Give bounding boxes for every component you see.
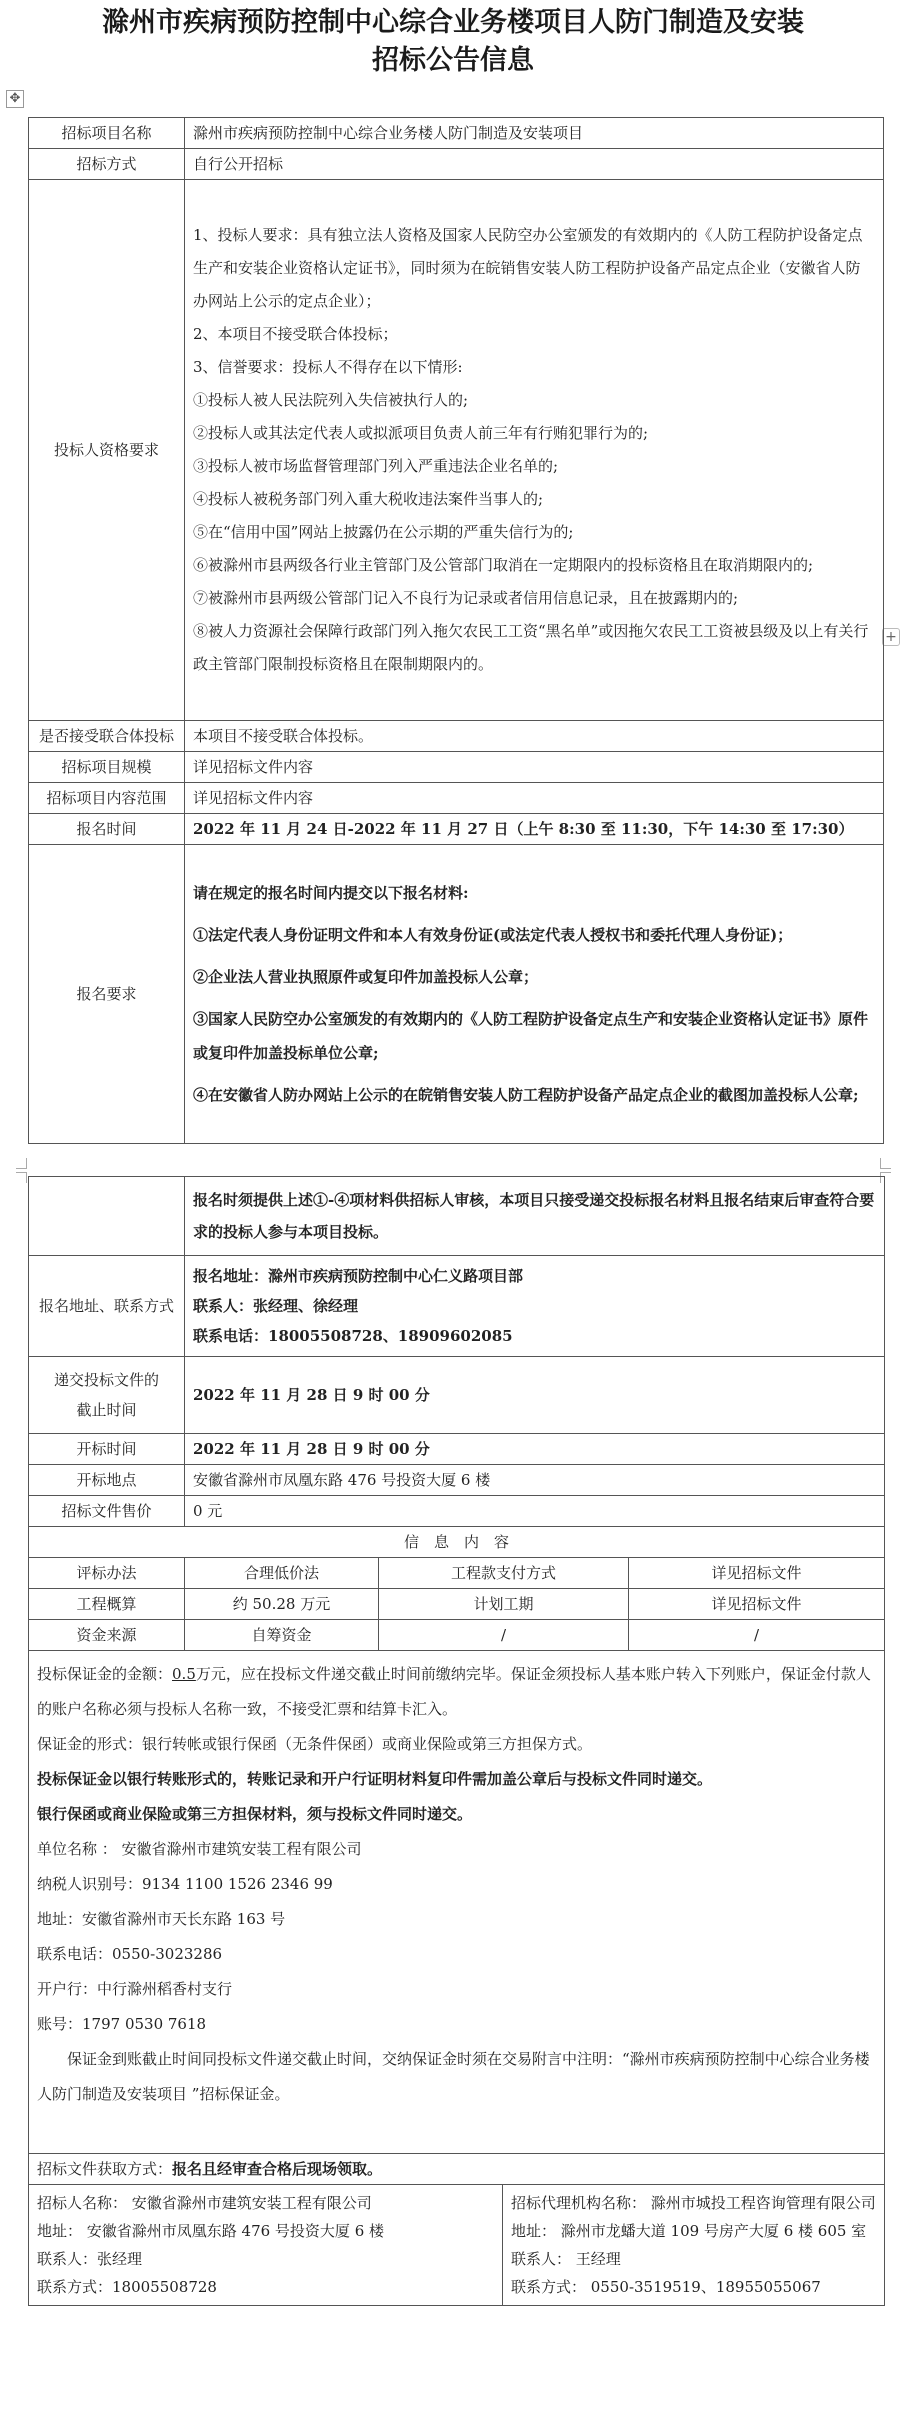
deposit-amount-suffix: 万元，应在投标文件递交截止时间前缴纳完毕。保证金须投标人基本账户转入下列账户，保证金付款人的账户名称必须与投标人名称一致，不接受汇票和结算卡汇入。 — [37, 1665, 871, 1718]
qualification-value — [185, 180, 884, 721]
obtain-method-label: 招标文件获取方式： — [37, 2160, 173, 2178]
table-row — [29, 1527, 885, 1558]
page-corner-mark — [880, 1158, 891, 1169]
consortium-label: 是否接受联合体投标 — [29, 721, 185, 752]
qualification-line: 3、信誉要求：投标人不得存在以下情形: — [193, 358, 463, 376]
registration-requirements-value — [185, 845, 884, 1144]
fund-source-value: 自筹资金 — [185, 1620, 379, 1651]
unit-name-line: 单位名称 ： 安徽省滁州市建筑安装工程有限公司 — [37, 1840, 362, 1858]
method-value: 自行公开招标 — [185, 149, 884, 180]
table-row — [29, 1177, 885, 1256]
title-line-2: 招标公告信息 — [372, 45, 534, 76]
registration-address-label: 报名地址、联系方式 — [29, 1256, 185, 1357]
scale-label: 招标项目规模 — [29, 752, 185, 783]
slash-cell: / — [629, 1620, 885, 1651]
agent-info — [503, 2185, 885, 2306]
tenderer-phone: 联系方式：18005508728 — [37, 2278, 217, 2296]
qualification-line: ⑤在“信用中国”网站上披露仍在公示期的严重失信行为的; — [193, 523, 574, 541]
qualification-line: ②投标人或其法定代表人或拟派项目负责人前三年有行贿犯罪行为的; — [193, 424, 649, 442]
table-row — [29, 149, 884, 180]
bank-line: 开户行：中行滁州稻香村支行 — [37, 1980, 233, 1998]
agent-contact: 联系人： 王经理 — [511, 2250, 621, 2268]
table-row — [29, 1496, 885, 1527]
deadline-label-line: 截止时间 — [76, 1401, 137, 1419]
table-row — [29, 180, 884, 721]
table-row — [29, 1434, 885, 1465]
qualification-line: ⑦被滁州市县两级公管部门记入不良行为记录或者信用信息记录，且在披露期内的; — [193, 589, 739, 607]
opening-place-label: 开标地点 — [29, 1465, 185, 1496]
deadline-label — [29, 1357, 185, 1434]
requirement-line: ③国家人民防空办公室颁发的有效期内的《人防工程防护设备定点生产和安装企业资格认定证书》原件或复印件加盖投标单位公章; — [193, 1010, 869, 1062]
table-row — [29, 752, 884, 783]
estimate-label: 工程概算 — [29, 1589, 185, 1620]
registration-time-label: 报名时间 — [29, 814, 185, 845]
requirement-line: ①法定代表人身份证明文件和本人有效身份证(或法定代表人授权书和委托代理人身份证)； — [193, 926, 793, 944]
deposit-form-line: 保证金的形式：银行转帐或银行保函（无条件保函）或商业保险或第三方担保方式。 — [37, 1735, 593, 1753]
price-label: 招标文件售价 — [29, 1496, 185, 1527]
qualification-label: 投标人资格要求 — [29, 180, 185, 721]
plus-icon[interactable]: + — [882, 628, 900, 646]
table-row — [29, 814, 884, 845]
qualification-line: ①投标人被人民法院列入失信被执行人的; — [193, 391, 469, 409]
qualification-line: ③投标人被市场监督管理部门列入严重违法企业名单的; — [193, 457, 559, 475]
scope-value: 详见招标文件内容 — [185, 783, 884, 814]
method-label: 招标方式 — [29, 149, 185, 180]
qualification-line: ⑥被滁州市县两级各行业主管部门及公管部门取消在一定期限内的投标资格且在取消期限内的; — [193, 556, 814, 574]
info-header: 信 息 内 容 — [29, 1527, 885, 1558]
registration-address-value — [185, 1256, 885, 1357]
obtain-method-value: 报名且经审查合格后现场领取。 — [172, 2160, 383, 2178]
registration-contact: 联系人：张经理、徐经理 — [193, 1297, 359, 1315]
qualification-line: ④投标人被税务部门列入重大税收违法案件当事人的; — [193, 490, 544, 508]
title-line-1: 滁州市疾病预防控制中心综合业务楼项目人防门制造及安装 — [102, 7, 804, 38]
page-corner-mark — [16, 1158, 27, 1169]
requirement-line: ④在安徽省人防办网站上公示的在皖销售安装人防工程防护设备产品定点企业的截图加盖投标人公章; — [193, 1086, 859, 1104]
eval-method-label: 评标办法 — [29, 1558, 185, 1589]
agent-address: 地址： 滁州市龙蟠大道 109 号房产大厦 6 楼 605 室 — [511, 2222, 867, 2240]
tenderer-name: 招标人名称： 安徽省滁州市建筑安装工程有限公司 — [37, 2194, 372, 2212]
registration-phone: 联系电话：18005508728、18909602085 — [193, 1327, 513, 1345]
table-row — [29, 2154, 885, 2185]
deposit-note-line: 保证金到账截止时间同投标文件递交截止时间，交纳保证金时须在交易附言中注明：“滁州市疾病预防控制中心综合业务楼人防门制造及安装项目 ”招标保证金。 — [37, 2050, 870, 2103]
requirement-line: ②企业法人营业执照原件或复印件加盖投标人公章； — [193, 968, 539, 986]
deadline-value: 2022 年 11 月 28 日 9 时 00 分 — [185, 1357, 885, 1434]
agent-name: 招标代理机构名称： 滁州市城投工程咨询管理有限公司 — [511, 2194, 876, 2212]
payment-label: 工程款支付方式 — [379, 1558, 629, 1589]
deadline-label-line: 递交投标文件的 — [53, 1371, 159, 1389]
opening-time-label: 开标时间 — [29, 1434, 185, 1465]
opening-time-value: 2022 年 11 月 28 日 9 时 00 分 — [185, 1434, 885, 1465]
scale-value: 详见招标文件内容 — [185, 752, 884, 783]
payment-value: 详见招标文件 — [629, 1558, 885, 1589]
obtain-method — [29, 2154, 885, 2185]
consortium-value: 本项目不接受联合体投标。 — [185, 721, 884, 752]
registration-requirements-label: 报名要求 — [29, 845, 185, 1144]
table-row — [29, 721, 884, 752]
period-value: 详见招标文件 — [629, 1589, 885, 1620]
move-cross-icon[interactable]: ✥ — [6, 90, 24, 108]
fund-source-label: 资金来源 — [29, 1620, 185, 1651]
deposit-guarantee-note: 银行保函或商业保险或第三方担保材料，须与投标文件同时递交。 — [37, 1805, 473, 1823]
eval-method-value: 合理低价法 — [185, 1558, 379, 1589]
opening-place-value: 安徽省滁州市凤凰东路 476 号投资大厦 6 楼 — [185, 1465, 885, 1496]
deposit-amount-prefix: 投标保证金的金额： — [37, 1665, 173, 1683]
tenderer-contact: 联系人：张经理 — [37, 2250, 143, 2268]
registration-address: 报名地址：滁州市疾病预防控制中心仁义路项目部 — [193, 1267, 524, 1285]
table-row — [29, 1256, 885, 1357]
qualification-line: 2、本项目不接受联合体投标； — [193, 325, 398, 343]
estimate-value: 约 50.28 万元 — [185, 1589, 379, 1620]
scope-label: 招标项目内容范围 — [29, 783, 185, 814]
table-row — [29, 1651, 885, 2154]
table-row — [29, 1465, 885, 1496]
project-name-label: 招标项目名称 — [29, 118, 185, 149]
price-value: 0 元 — [185, 1496, 885, 1527]
deposit-transfer-note: 投标保证金以银行转账形式的，转账记录和开户行证明材料复印件需加盖公章后与投标文件同时递交。 — [37, 1770, 713, 1788]
tender-info-table-2 — [28, 1176, 885, 2306]
agent-phone: 联系方式： 0550-3519519、18955055067 — [511, 2278, 821, 2296]
period-label: 计划工期 — [379, 1589, 629, 1620]
address-line: 地址：安徽省滁州市天长东路 163 号 — [37, 1910, 286, 1928]
deposit-amount-line — [37, 1657, 876, 1727]
tender-info-table-1 — [28, 117, 884, 1144]
table-row — [29, 845, 884, 1144]
qualification-line: 1、投标人要求：具有独立法人资格及国家人民防空办公室颁发的有效期内的《人防工程防护设备定点生产和安装企业资格认定证书》，同时须为在皖销售安装人防工程防护设备产品定点企业（安徽省人防办网站上公示的定点企业）； — [193, 226, 863, 310]
qualification-line: ⑧被人力资源社会保障行政部门列入拖欠农民工工资“黑名单”或因拖欠农民工工资被县级及以上有关行政主管部门限制投标资格且在限制期限内的。 — [193, 622, 869, 673]
deposit-info — [29, 1651, 885, 2154]
project-name-value: 滁州市疾病预防控制中心综合业务楼人防门制造及安装项目 — [185, 118, 884, 149]
table-row — [29, 1620, 885, 1651]
registration-time-value: 2022 年 11 月 24 日-2022 年 11 月 27 日（上午 8:30 至 11:30，下午 14:30 至 17:30） — [185, 814, 884, 845]
requirement-line: 请在规定的报名时间内提交以下报名材料: — [193, 884, 469, 902]
table-row — [29, 1558, 885, 1589]
blank-label-cell — [29, 1177, 185, 1256]
phone-line: 联系电话：0550-3023286 — [37, 1945, 223, 1963]
table-row — [29, 1357, 885, 1434]
page-corner-mark — [16, 1172, 27, 1183]
table-row — [29, 1589, 885, 1620]
registration-note: 报名时须提供上述①-④项材料供招标人审核，本项目只接受递交投标报名材料且报名结束后审查符合要求的投标人参与本项目投标。 — [185, 1177, 885, 1256]
table-row — [29, 783, 884, 814]
tenderer-address: 地址： 安徽省滁州市凤凰东路 476 号投资大厦 6 楼 — [37, 2222, 385, 2240]
deposit-amount: 0.5 — [172, 1665, 196, 1683]
slash-cell: / — [379, 1620, 629, 1651]
table-row — [29, 2185, 885, 2306]
tenderer-info — [29, 2185, 503, 2306]
account-line: 账号：1797 0530 7618 — [37, 2015, 207, 2033]
tax-id-line: 纳税人识别号：9134 1100 1526 2346 99 — [37, 1875, 333, 1893]
table-row — [29, 118, 884, 149]
page-title — [0, 4, 906, 80]
